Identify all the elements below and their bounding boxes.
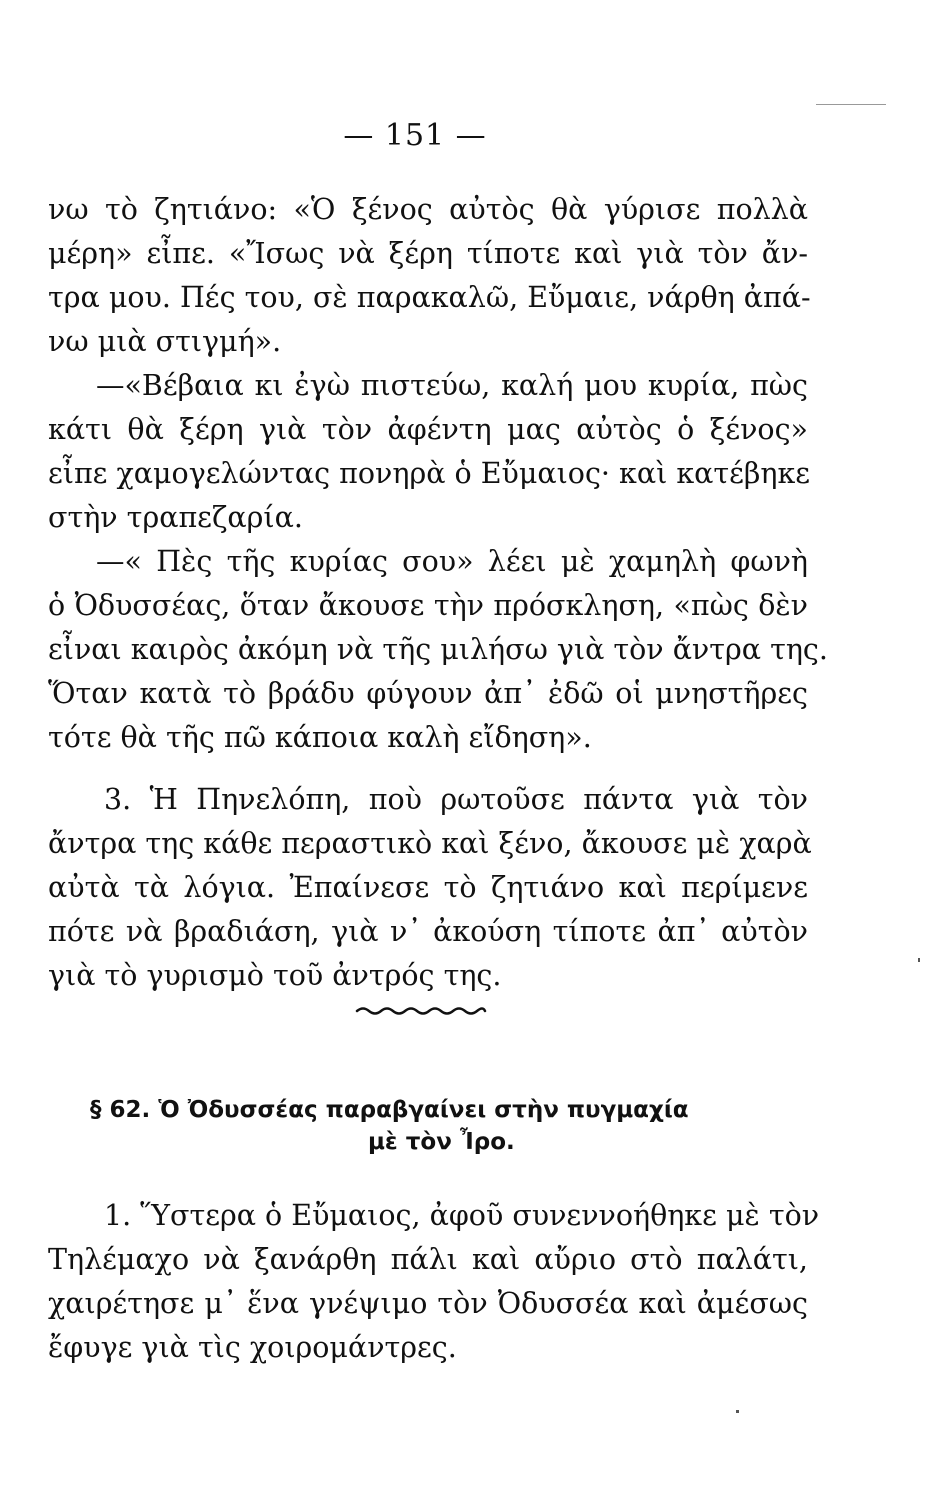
text-line: ἔφυγε γιὰ τὶς χοιρομάντρες. bbox=[48, 1331, 457, 1364]
scan-mark bbox=[816, 104, 886, 105]
text-line: εἶναι καιρὸς ἀκόμη νὰ τῆς μιλήσω γιὰ τὸν ἄντρα της. bbox=[48, 633, 828, 666]
text-line: Τηλέμαχο νὰ ξανάρθη πάλι καὶ αὔριο στὸ παλάτι, bbox=[48, 1243, 808, 1276]
text-line: τότε θὰ τῆς πῶ κάποια καλὴ εἴδηση». bbox=[48, 721, 592, 754]
text-line: τρα μου. Πές του, σὲ παρακαλῶ, Εὔμαιε, νάρθη ἀπά- bbox=[48, 281, 811, 314]
text-line: Ὅταν κατὰ τὸ βράδυ φύγουν ἀπ᾽ ἐδῶ οἱ μνηστῆρες bbox=[48, 677, 808, 710]
text-line: ἄντρα της κάθε περαστικὸ καὶ ξένο, ἄκουσε μὲ χαρὰ bbox=[48, 827, 812, 860]
text-line: νω τὸ ζητιάνο: «Ὁ ξένος αὐτὸς θὰ γύρισε πολλὰ bbox=[48, 193, 808, 226]
text-line: 1. Ὕστερα ὁ Εὔμαιος, ἀφοῦ συνεννοήθηκε μὲ τὸν bbox=[104, 1199, 820, 1232]
text-line: —«Βέβαια κι ἐγὼ πιστεύω, καλή μου κυρία, πὼς bbox=[96, 369, 808, 402]
decorative-divider bbox=[355, 1003, 487, 1019]
scan-speck bbox=[736, 1410, 739, 1413]
text-line: μέρη» εἶπε. «Ἴσως νὰ ξέρη τίποτε καὶ γιὰ τὸν ἄν- bbox=[48, 237, 808, 270]
scan-speck bbox=[918, 958, 920, 962]
section-heading: § 62. Ὁ Ὀδυσσέας παραβγαίνει στὴν πυγμαχία bbox=[90, 1097, 689, 1123]
text-line: στὴν τραπεζαρία. bbox=[48, 501, 303, 534]
text-line: νω μιὰ στιγμή». bbox=[48, 325, 282, 358]
text-line: —« Πὲς τῆς κυρίας σου» λέει μὲ χαμηλὴ φωνὴ bbox=[96, 545, 808, 578]
text-line: 3. Ἡ Πηνελόπη, ποὺ ρωτοῦσε πάντα γιὰ τὸν bbox=[104, 783, 808, 816]
page-number: — 151 — bbox=[343, 118, 487, 153]
text-line: αὐτὰ τὰ λόγια. Ἐπαίνεσε τὸ ζητιάνο καὶ περίμενε bbox=[48, 871, 808, 904]
section-heading-continued: μὲ τὸν Ἶρο. bbox=[368, 1129, 515, 1155]
text-line: γιὰ τὸ γυρισμὸ τοῦ ἀντρός της. bbox=[48, 959, 502, 992]
text-line: εἶπε χαμογελώντας πονηρὰ ὁ Εὔμαιος· καὶ κατέβηκε bbox=[48, 457, 811, 490]
text-line: κάτι θὰ ξέρη γιὰ τὸν ἀφέντη μας αὐτὸς ὁ ξένος» bbox=[48, 413, 808, 446]
text-line: ὁ Ὀδυσσέας, ὅταν ἄκουσε τὴν πρόσκληση, «πὼς δὲν bbox=[48, 589, 808, 622]
text-line: χαιρέτησε μ᾽ ἕνα γνέψιμο τὸν Ὀδυσσέα καὶ ἀμέσως bbox=[48, 1287, 808, 1320]
text-line: πότε νὰ βραδιάση, γιὰ ν᾽ ἀκούση τίποτε ἀπ᾽ αὐτὸν bbox=[48, 915, 808, 948]
